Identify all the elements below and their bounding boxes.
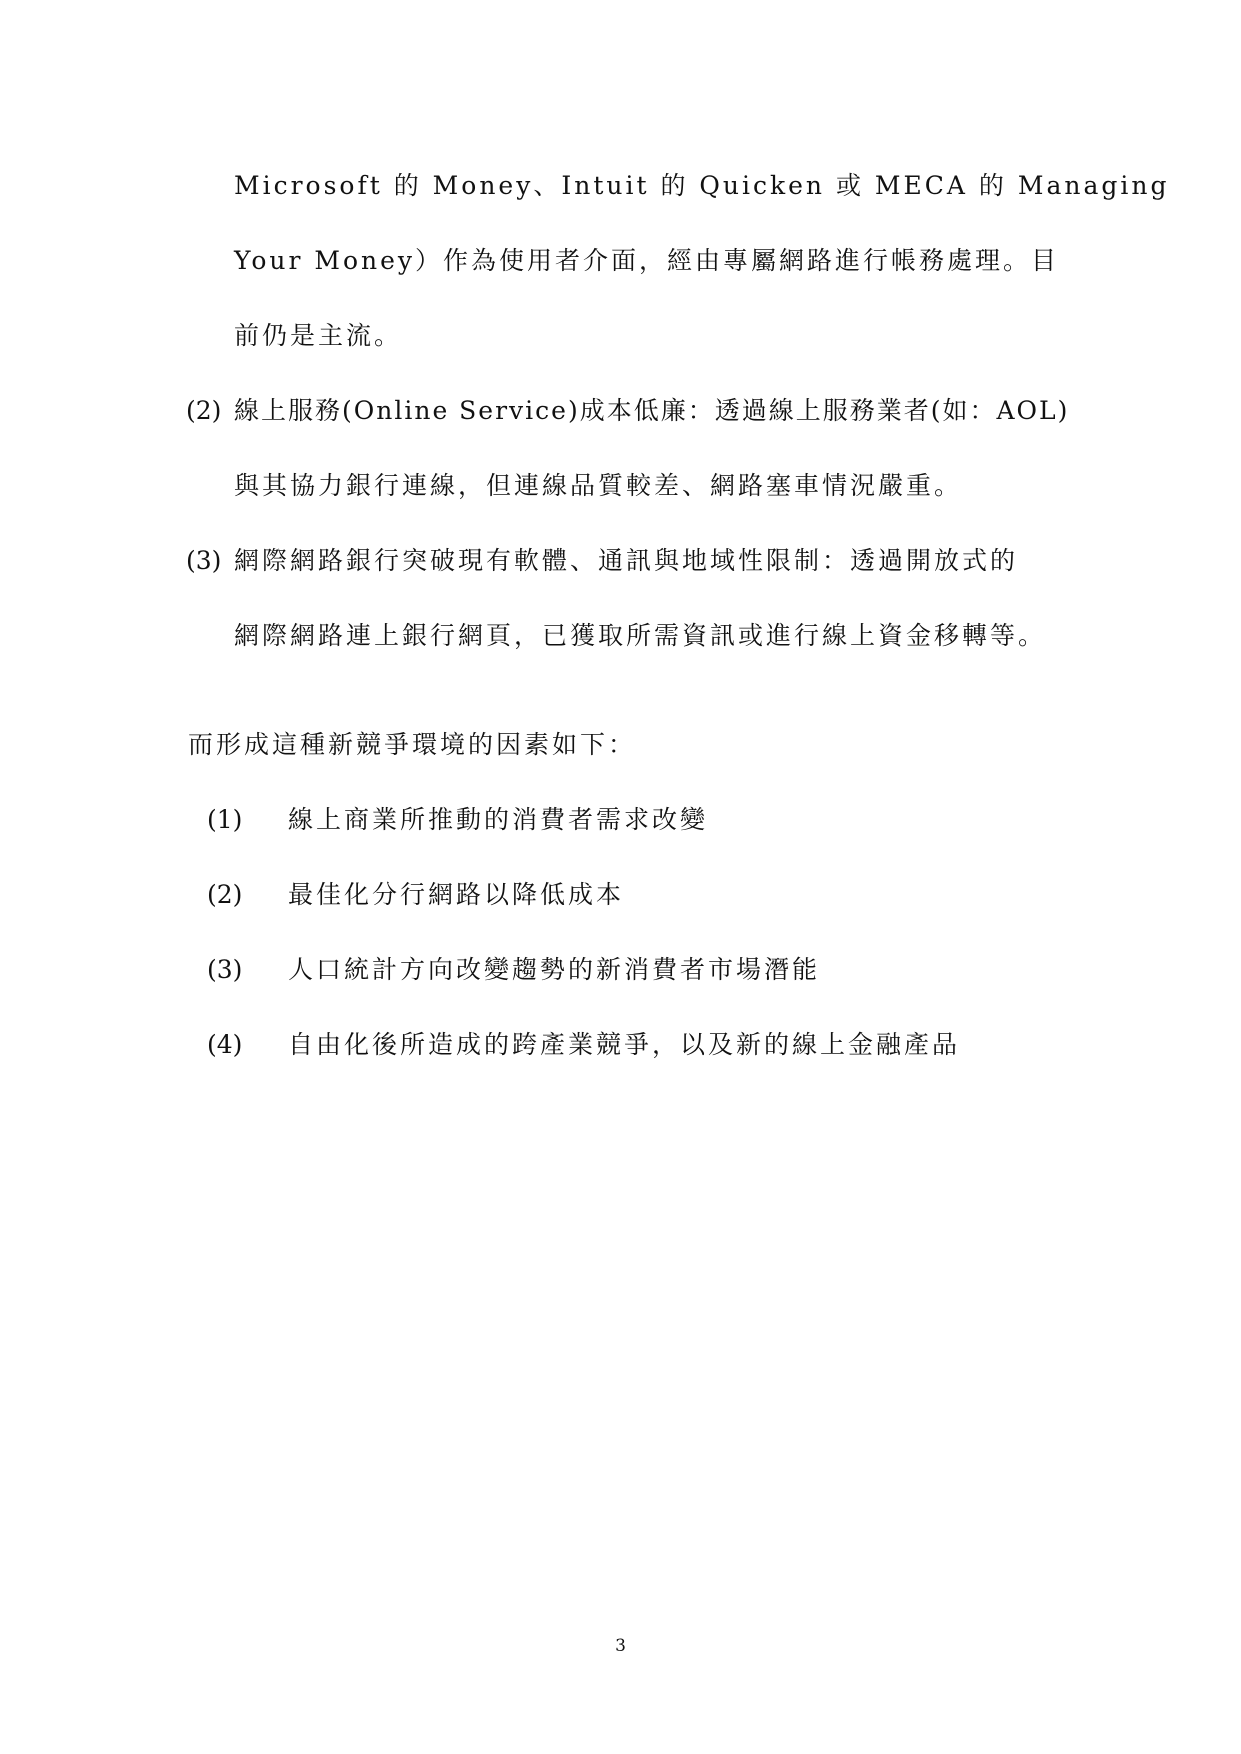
point-line: 與其協力銀行連線，但連線品質較差、網路塞車情況嚴重。 — [234, 471, 963, 500]
point-line: 網際網路連上銀行網頁，已獲取所需資訊或進行線上資金移轉等。 — [234, 621, 1047, 650]
paragraph-line: Microsoft 的 Money、Intuit 的 Quicken 或 MECA 的 Managing — [234, 171, 1170, 200]
point-number: (2) — [186, 396, 222, 425]
factors-intro: 而形成這種新競爭環境的因素如下： — [188, 730, 637, 759]
factor-text: 線上商業所推動的消費者需求改變 — [288, 805, 709, 834]
factor-text: 人口統計方向改變趨勢的新消費者市場潛能 — [288, 955, 821, 984]
factor-text: 自由化後所造成的跨產業競爭，以及新的線上金融產品 — [288, 1030, 961, 1059]
paragraph-line: 前仍是主流。 — [234, 321, 403, 350]
point-line: 線上服務(Online Service)成本低廉：透過線上服務業者(如：AOL) — [234, 396, 1070, 425]
page-number: 3 — [615, 1636, 626, 1656]
paragraph-line: Your Money）作為使用者介面，經由專屬網路進行帳務處理。目 — [234, 246, 1060, 275]
factor-number: (3) — [207, 955, 243, 984]
factor-text: 最佳化分行網路以降低成本 — [288, 880, 625, 909]
point-number: (3) — [186, 546, 222, 575]
point-line: 網際網路銀行突破現有軟體、通訊與地域性限制：透過開放式的 — [234, 546, 1019, 575]
factor-number: (2) — [207, 880, 243, 909]
factor-number: (4) — [207, 1030, 243, 1059]
factor-number: (1) — [207, 805, 243, 834]
